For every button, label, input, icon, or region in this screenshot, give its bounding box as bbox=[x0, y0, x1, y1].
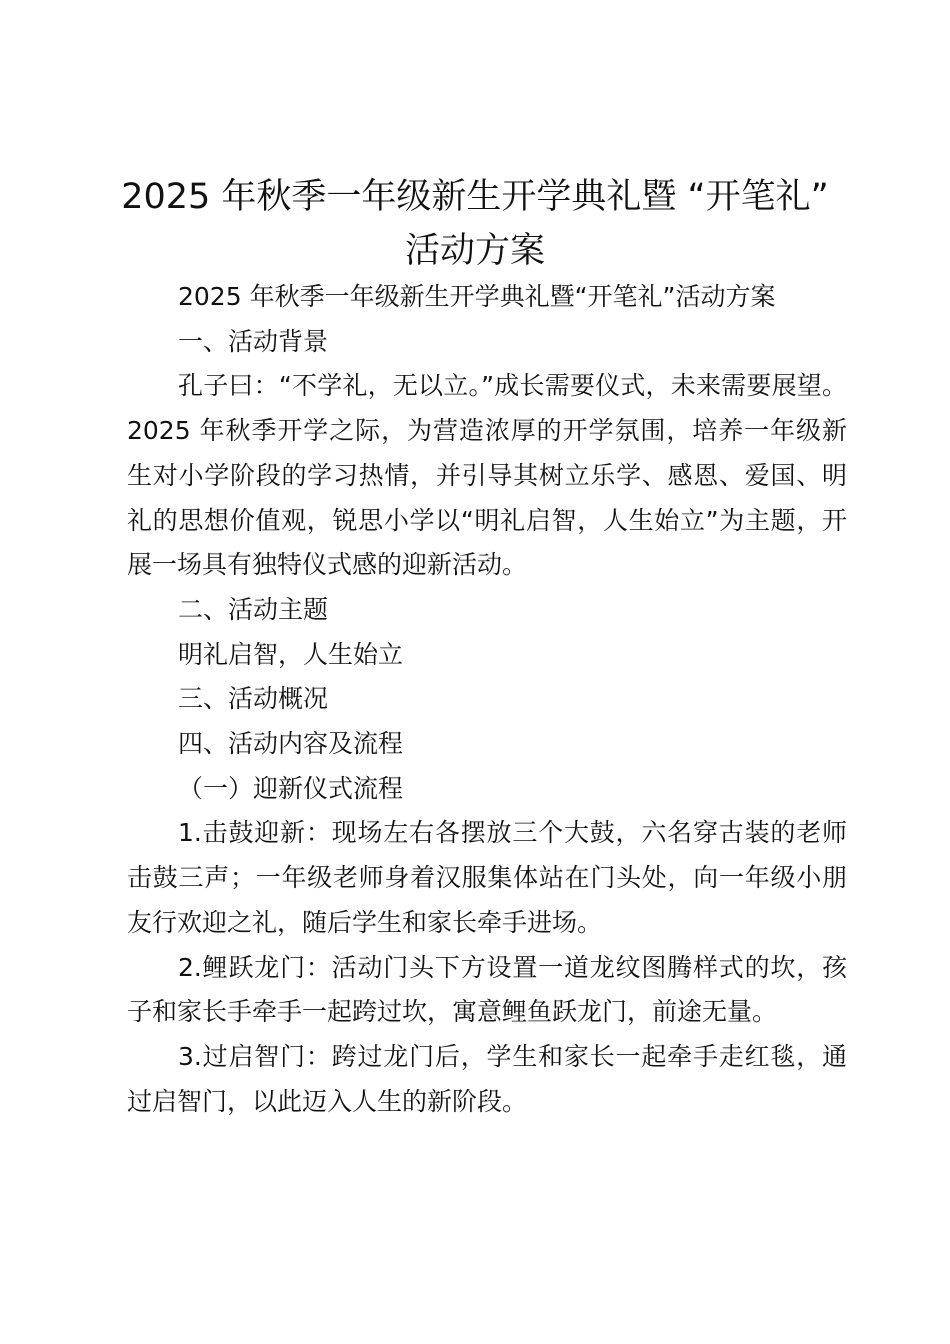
section-heading-theme: 二、活动主题 bbox=[178, 594, 329, 624]
step-paragraph-dragon-gate: 2.鲤跃龙门：活动门头下方设置一道龙纹图腾样式的坎，孩子和家长手牵手一起跨过坎，寓意鲤鱼跃龙门，前途无量。 bbox=[127, 952, 847, 1027]
theme-paragraph: 明礼启智，人生始立 bbox=[178, 639, 404, 669]
section-heading-background: 一、活动背景 bbox=[178, 326, 329, 356]
step-paragraph-drum: 1.击鼓迎新：现场左右各摆放三个大鼓，六名穿古装的老师击鼓三声；一年级老师身着汉服集体站在门头处，向一年级小朋友行欢迎之礼，随后学生和家长牵手进场。 bbox=[127, 818, 847, 937]
document-body bbox=[127, 275, 847, 1124]
background-paragraph: 孔子曰：“不学礼，无以立。”成长需要仪式，未来需要展望。2025 年秋季开学之际，为营造浓厚的开学氛围，培养一年级新生对小学阶段的学习热情，并引导其树立乐学、感恩、爱国、明礼的思想价值观，锐思小学以“明礼启智，人生始立”为主题，开展一场具有独特仪式感的迎新活动。 bbox=[127, 371, 847, 580]
section-heading-overview: 三、活动概况 bbox=[178, 684, 329, 714]
subsection-heading-welcome: （一）迎新仪式流程 bbox=[178, 773, 404, 803]
subtitle-paragraph: 2025 年秋季一年级新生开学典礼暨“开笔礼”活动方案 bbox=[178, 282, 776, 311]
document-title: 2025 年秋季一年级新生开学典礼暨 “开笔礼” 活动方案 bbox=[121, 177, 829, 271]
section-heading-content: 四、活动内容及流程 bbox=[178, 729, 404, 759]
step-paragraph-wisdom-gate: 3.过启智门：跨过龙门后，学生和家长一起牵手走红毯，通过启智门，以此迈入人生的新阶段。 bbox=[127, 1041, 847, 1116]
